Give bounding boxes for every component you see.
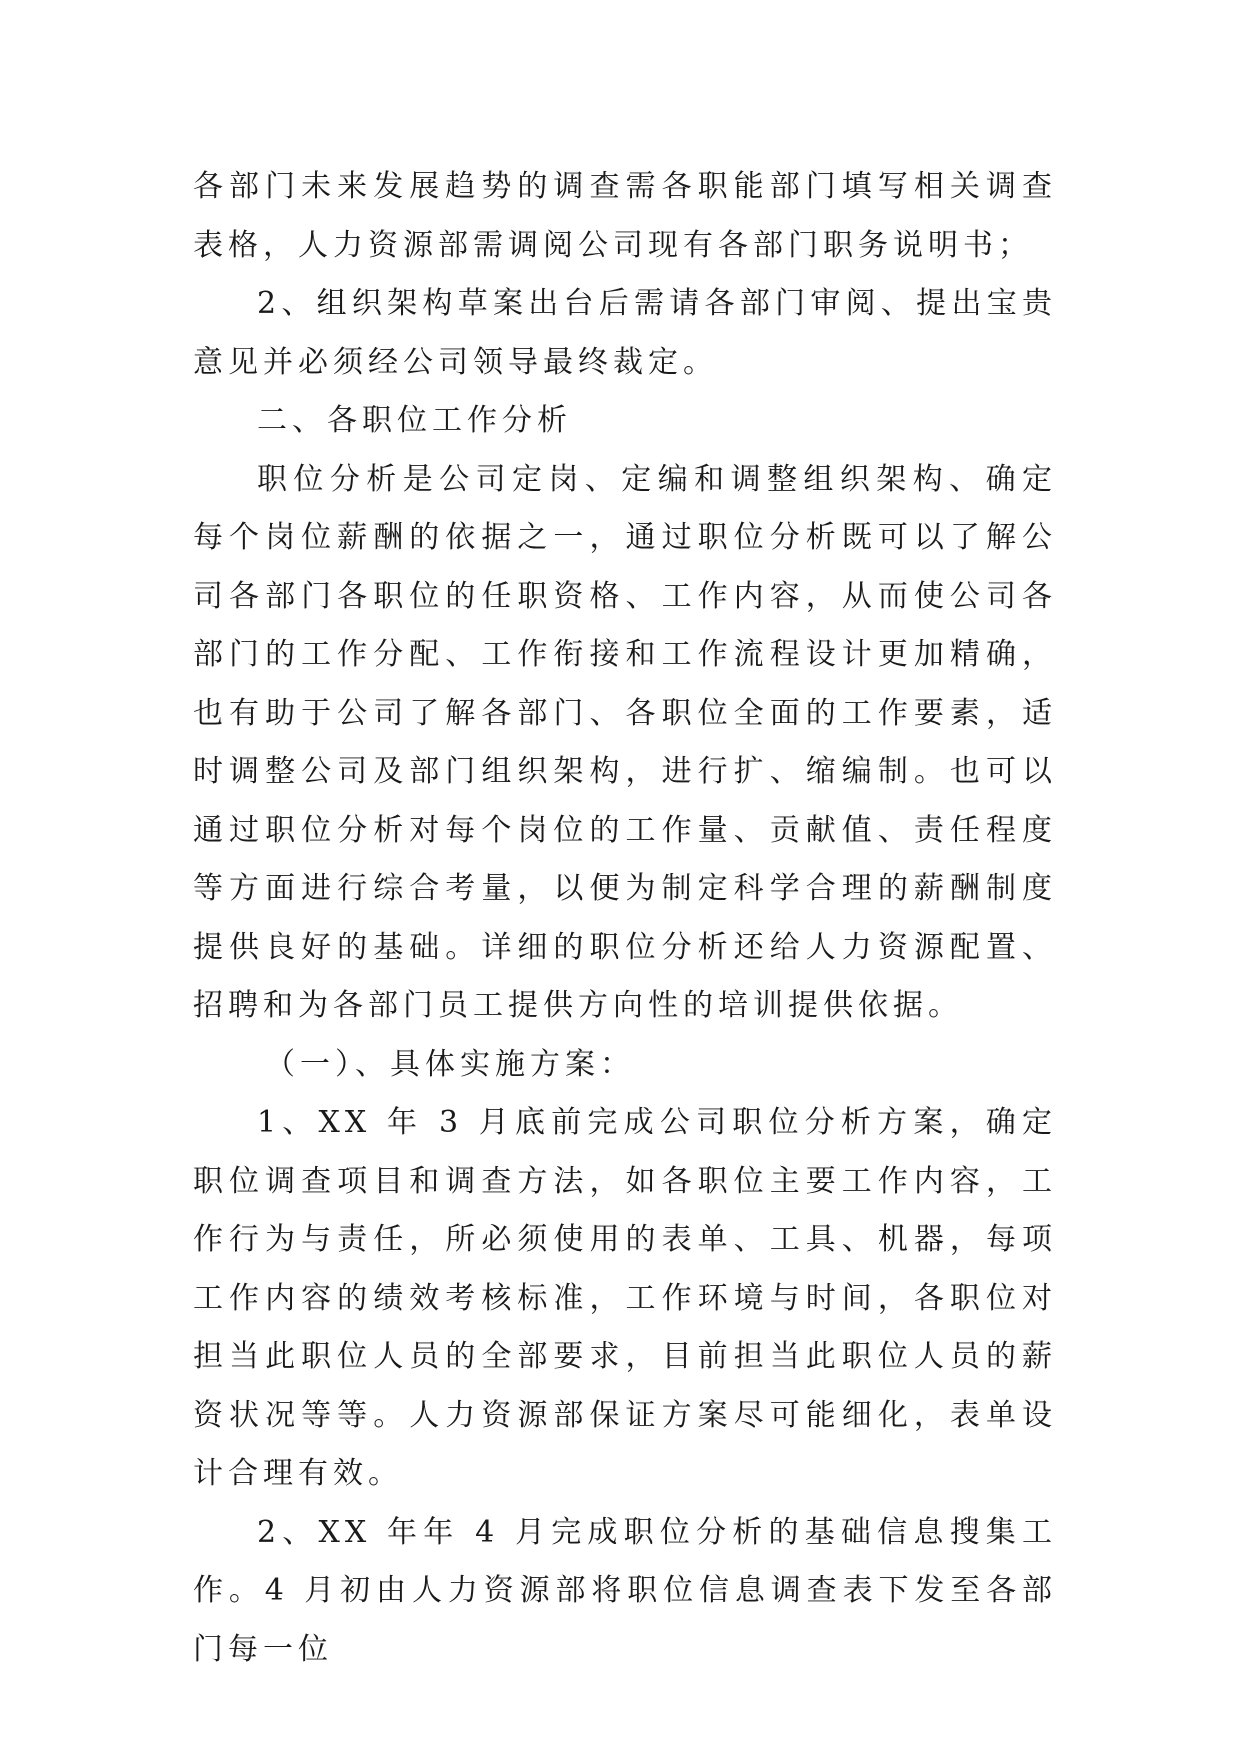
paragraph-item-2: 2、组织架构草案出台后需请各部门审阅、提出宝贵意见并必须经公司领导最终裁定。 [193,286,1057,380]
document-body [193,158,1057,1679]
paragraph-step-2: 2、XX 年年 4 月完成职位分析的基础信息搜集工作。4 月初由人力资源部将职位信息调查表下发至各部门每一位 [193,1514,1057,1667]
paragraph-position-analysis: 职位分析是公司定岗、定编和调整组织架构、确定每个岗位薪酬的依据之一，通过职位分析既可以了解公司各部门各职位的任职资格、工作内容，从而使公司各部门的工作分配、工作衔接和工作流程设计更加精确，也有助于公司了解各部门、各职位全面的工作要素，适时调整公司及部门组织架构，进行扩、缩编制。也可以通过职位分析对每个岗位的工作量、贡献值、责任程度等方面进行综合考量，以便为制定科学合理的薪酬制度提供良好的基础。详细的职位分析还给人力资源配置、招聘和为各部门员工提供方向性的培训提供依据。 [193,461,1057,1023]
paragraph-continuation: 各部门未来发展趋势的调查需各职能部门填写相关调查表格，人力资源部需调阅公司现有各部门职务说明书； [193,169,1057,263]
subsection-heading: （一）、具体实施方案： [265,1046,635,1082]
paragraph-step-1: 1、XX 年 3 月底前完成公司职位分析方案，确定职位调查项目和调查方法，如各职位主要工作内容，工作行为与责任，所必须使用的表单、工具、机器，每项工作内容的绩效考核标准，工作环境与时间，各职位对担当此职位人员的全部要求，目前担当此职位人员的薪资状况等等。人力资源部保证方案尽可能细化，表单设计合理有效。 [193,1105,1057,1491]
section-heading: 二、各职位工作分析 [257,403,572,438]
